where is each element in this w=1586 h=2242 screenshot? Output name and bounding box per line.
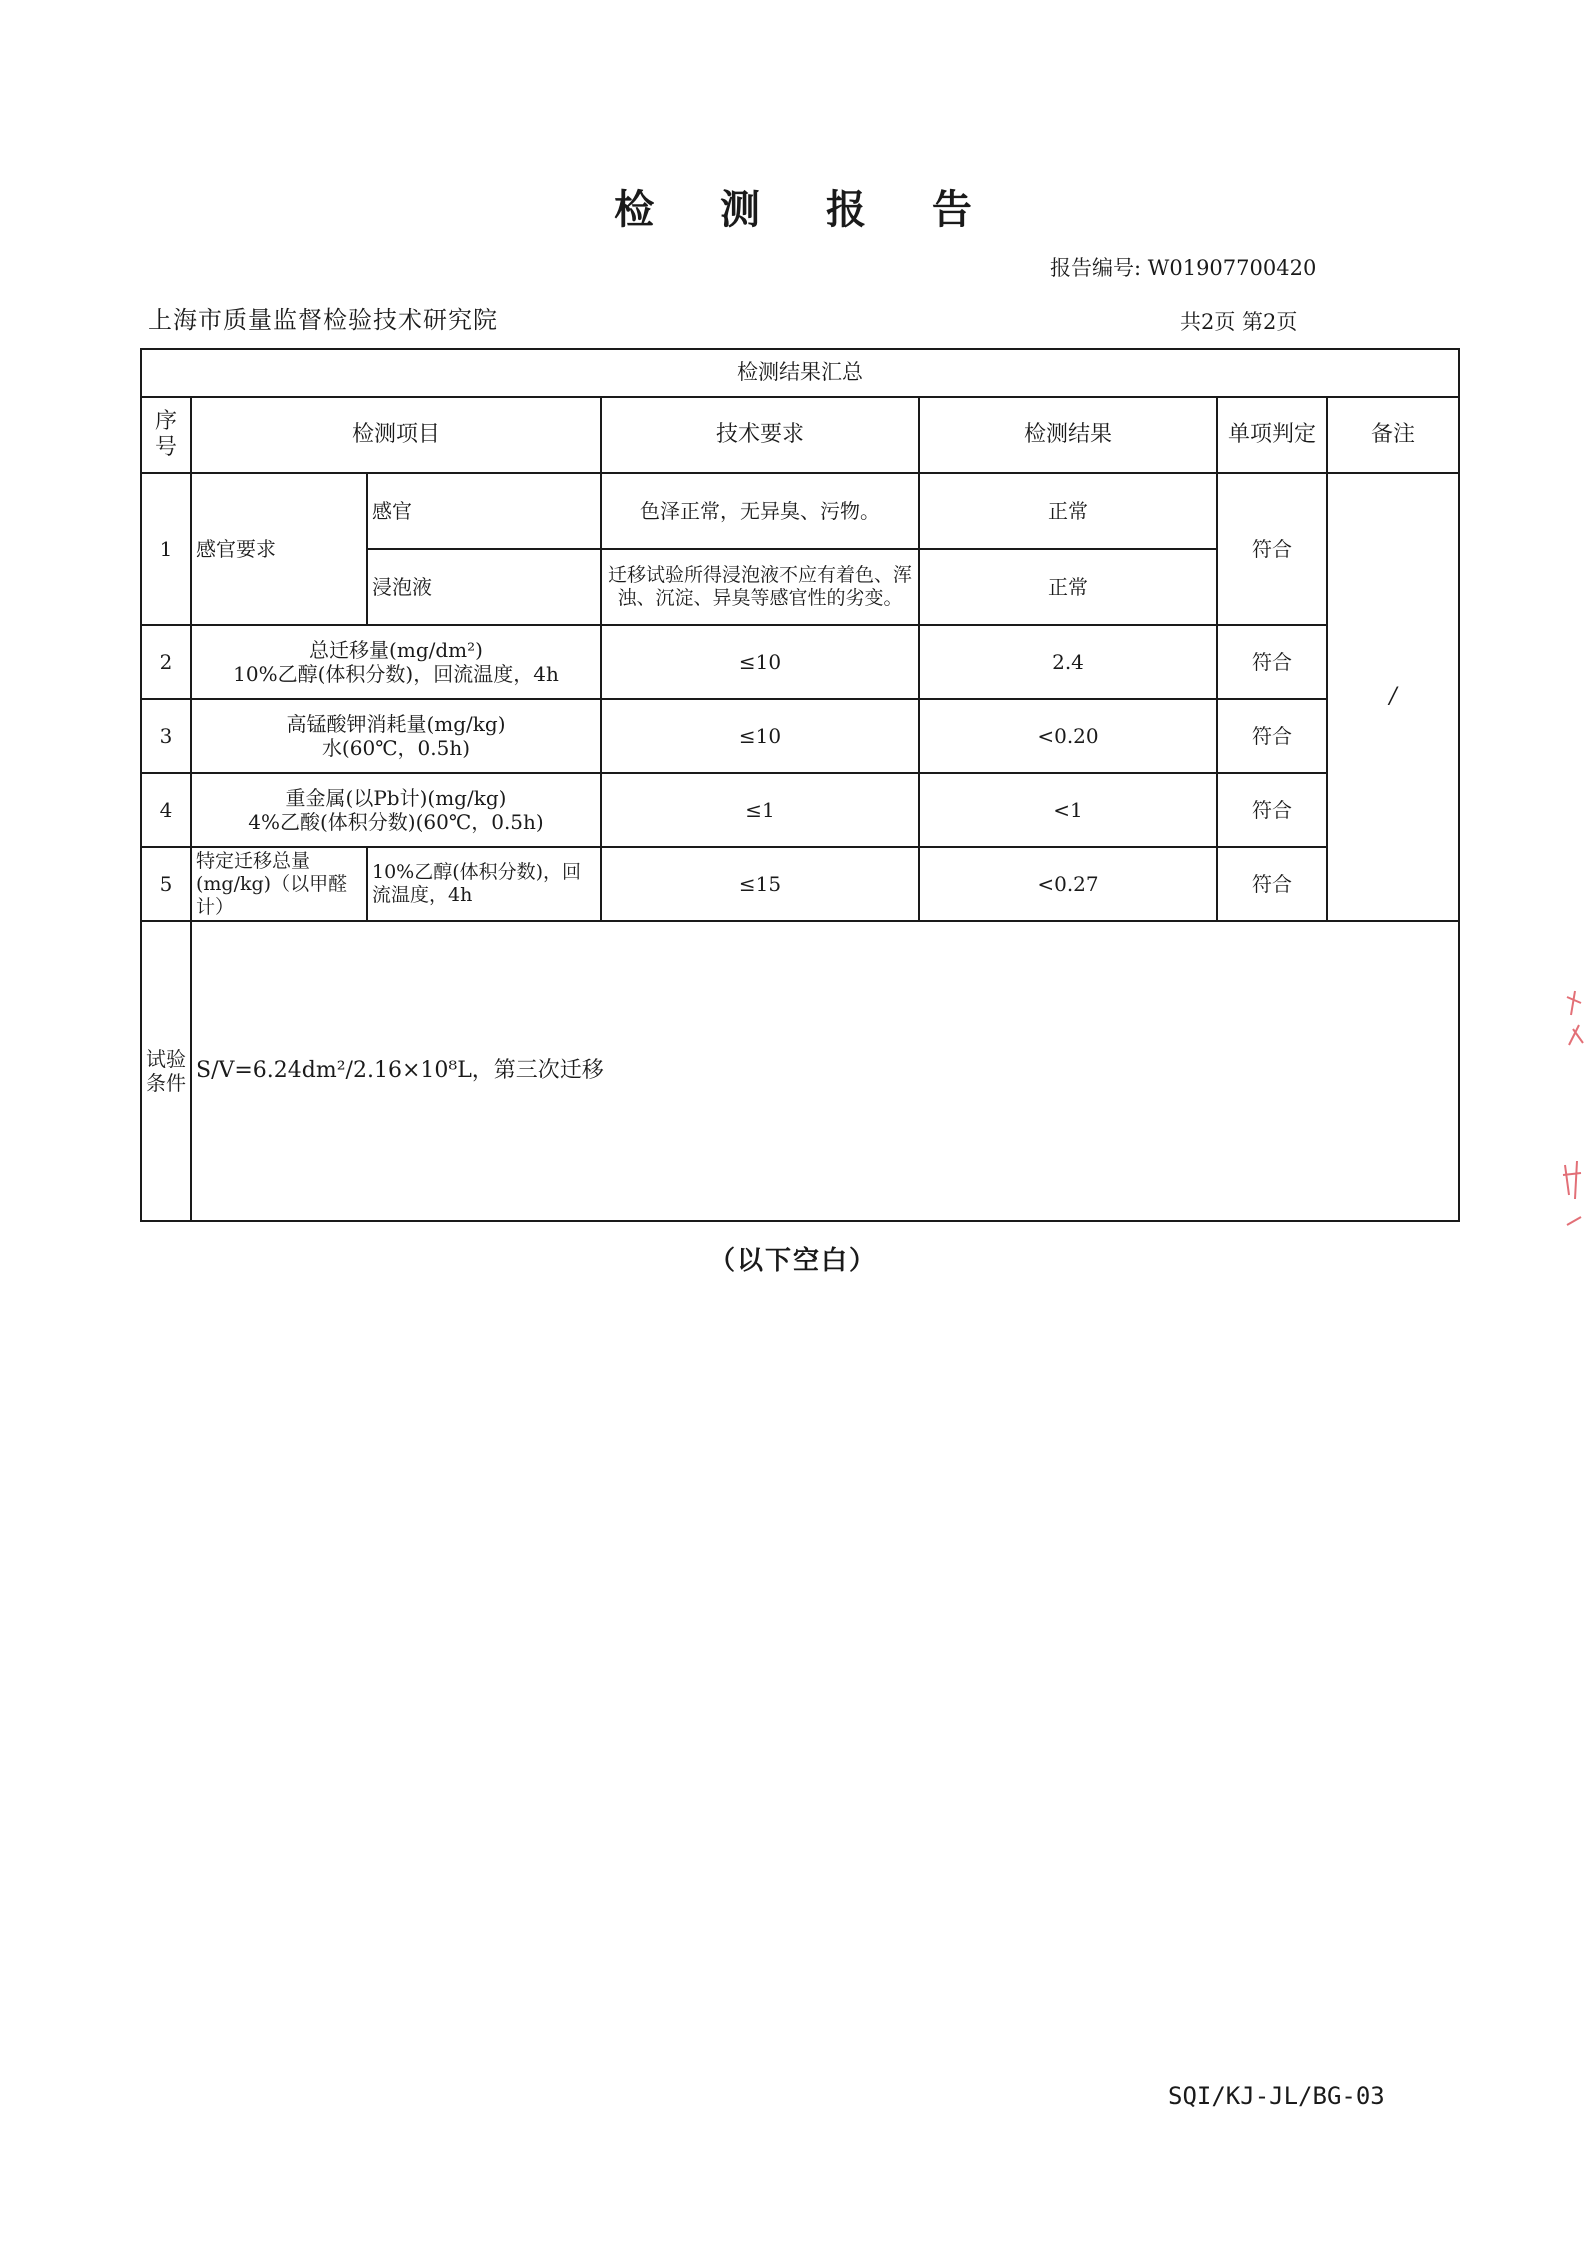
row-subitem: 感官 — [367, 473, 601, 549]
row-no: 1 — [141, 473, 191, 625]
seal-stamp-icon — [1555, 985, 1586, 1255]
row-judgment: 符合 — [1217, 473, 1327, 625]
row-requirement: ≤1 — [601, 773, 919, 847]
row-item-line2: 4%乙酸(体积分数)(60℃，0.5h) — [248, 810, 544, 834]
row-requirement: 色泽正常，无异臭、污物。 — [601, 473, 919, 549]
row-requirement: ≤10 — [601, 625, 919, 699]
results-table — [140, 348, 1460, 1222]
row-item — [191, 773, 601, 847]
header-judgment: 单项判定 — [1217, 397, 1327, 473]
row-item-line1: 高锰酸钾消耗量(mg/kg) — [286, 712, 506, 736]
row-result: <1 — [919, 773, 1217, 847]
row-item-line2: 水(60℃，0.5h) — [321, 736, 471, 760]
row-no: 2 — [141, 625, 191, 699]
row-item-line1: 重金属(以Pb计)(mg/kg) — [285, 786, 507, 810]
report-title: 检 测 报 告 — [614, 187, 998, 233]
row-item — [191, 699, 601, 773]
row-item-line2: 10%乙醇(体积分数)，回流温度，4h — [233, 662, 559, 686]
report-number-label: 报告编号: — [1050, 256, 1142, 280]
row-result: 2.4 — [919, 625, 1217, 699]
table-row — [141, 625, 1459, 699]
header-remark: 备注 — [1327, 397, 1459, 473]
row-requirement: ≤10 — [601, 699, 919, 773]
seal-stamp-fragment — [1555, 985, 1586, 1255]
header-requirement: 技术要求 — [601, 397, 919, 473]
row-item — [191, 625, 601, 699]
row-subitem: 浸泡液 — [367, 549, 601, 625]
row-judgment: 符合 — [1217, 625, 1327, 699]
institute-name: 上海市质量监督检验技术研究院 — [148, 306, 498, 334]
conditions-text: S/V=6.24dm²/2.16×10⁸L，第三次迁移 — [191, 921, 1459, 1221]
conditions-row — [141, 921, 1459, 1221]
table-row — [141, 473, 1459, 549]
row-result: <0.27 — [919, 847, 1217, 921]
table-row — [141, 847, 1459, 921]
row-item-line1: 总迁移量(mg/dm²) — [309, 638, 483, 662]
row-judgment: 符合 — [1217, 773, 1327, 847]
row-item-condition: 10%乙醇(体积分数)，回流温度，4h — [367, 847, 601, 921]
row-requirement: 迁移试验所得浸泡液不应有着色、浑浊、沉淀、异臭等感官性的劣变。 — [601, 549, 919, 625]
page-count: 共2页 第2页 — [1180, 310, 1298, 334]
table-header-row — [141, 397, 1459, 473]
row-no: 3 — [141, 699, 191, 773]
row-result: 正常 — [919, 549, 1217, 625]
row-result: 正常 — [919, 473, 1217, 549]
row-requirement: ≤15 — [601, 847, 919, 921]
form-code: SQI/KJ-JL/BG-03 — [1168, 2082, 1385, 2110]
row-judgment: 符合 — [1217, 699, 1327, 773]
remark-cell: / — [1327, 473, 1459, 921]
row-item-main: 特定迁移总量(mg/kg)（以甲醛计） — [191, 847, 367, 921]
row-category: 感官要求 — [191, 473, 367, 625]
row-no: 4 — [141, 773, 191, 847]
row-no: 5 — [141, 847, 191, 921]
row-result: <0.20 — [919, 699, 1217, 773]
conditions-label: 试验条件 — [141, 921, 191, 1221]
header-item: 检测项目 — [191, 397, 601, 473]
report-number — [1050, 252, 1316, 282]
row-judgment: 符合 — [1217, 847, 1327, 921]
table-row — [141, 773, 1459, 847]
report-number-value: W01907700420 — [1147, 256, 1317, 280]
header-no: 序号 — [141, 397, 191, 473]
table-row — [141, 699, 1459, 773]
blank-below-note: （以下空白） — [708, 1246, 877, 1276]
table-caption: 检测结果汇总 — [141, 349, 1459, 397]
header-result: 检测结果 — [919, 397, 1217, 473]
